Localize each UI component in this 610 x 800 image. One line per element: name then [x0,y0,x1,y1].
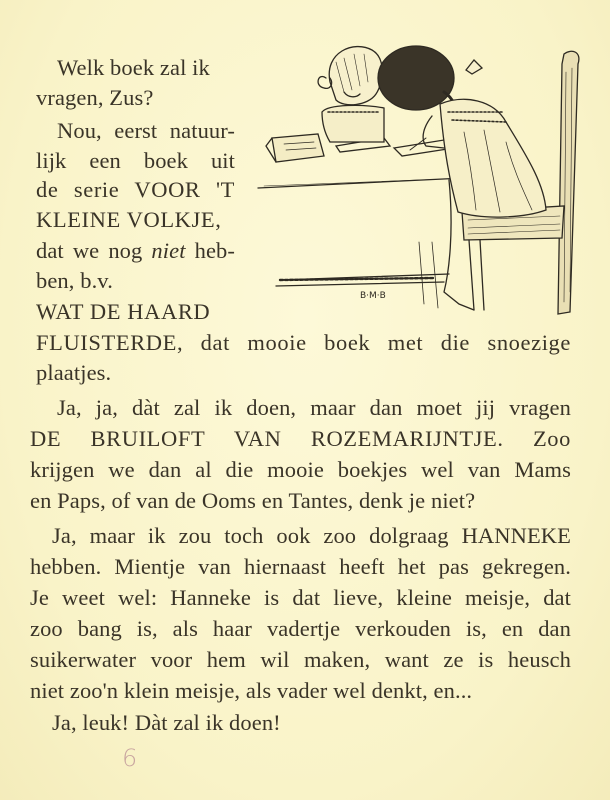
dark-haired-girl-dress [440,99,546,217]
illustration-girls-at-table [244,42,590,324]
dark-haired-girl-head [378,46,454,110]
text-line: krijgen we dan al die mooie boekjes wel van Mams [30,457,571,482]
text-line: KLEINE VOLKJE, [36,207,222,232]
text-line: FLUISTERDE, dat mooie boek met die snoezige [36,330,571,355]
text-span: dat we nog [36,238,152,263]
text-line: plaatjes. [36,360,112,385]
text-line: Je weet wel: Hanneke is dat lieve, kleine meisje, dat [30,585,571,610]
chair-back [558,51,579,314]
handwritten-page-number: 6 [121,743,139,773]
text-line: en Paps, of van de Ooms en Tantes, denk je niet? [30,488,476,513]
text-line: Nou, eerst natuur- [57,118,235,143]
text-line: hebben. Mientje van hiernaast heeft het pas gekregen. [30,554,571,579]
text-span: heb- [185,238,235,263]
italic-emphasis: niet [151,238,186,263]
text-line: niet zoo'n klein meisje, als vader wel denkt, en... [30,678,473,703]
text-line: zoo bang is, als haar vadertje verkouden is, en dan [30,616,571,641]
text-line: suikerwater voor hem wil maken, want ze is heusch [30,647,571,672]
text-line: DE BRUILOFT VAN ROZEMARIJNTJE. Zoo [30,426,571,451]
text-line: ben, b.v. [36,268,113,293]
illustrator-signature: B·M·B [360,291,386,301]
text-line: Ja, ja, dàt zal ik doen, maar dan moet jij vragen [57,395,571,420]
text-line: Ja, leuk! Dàt zal ik doen! [52,710,281,735]
text-line: WAT DE HAARD [36,299,211,324]
text-line: vragen, Zus? [36,85,154,110]
text-line: Welk boek zal ik [57,55,210,80]
text-line: de serie VOOR 'T [36,177,235,202]
text-line: Ja, maar ik zou toch ook zoo dolgraag HANNEKE [52,523,571,548]
text-line [36,236,235,266]
text-line: lijk een boek uit [36,148,235,173]
